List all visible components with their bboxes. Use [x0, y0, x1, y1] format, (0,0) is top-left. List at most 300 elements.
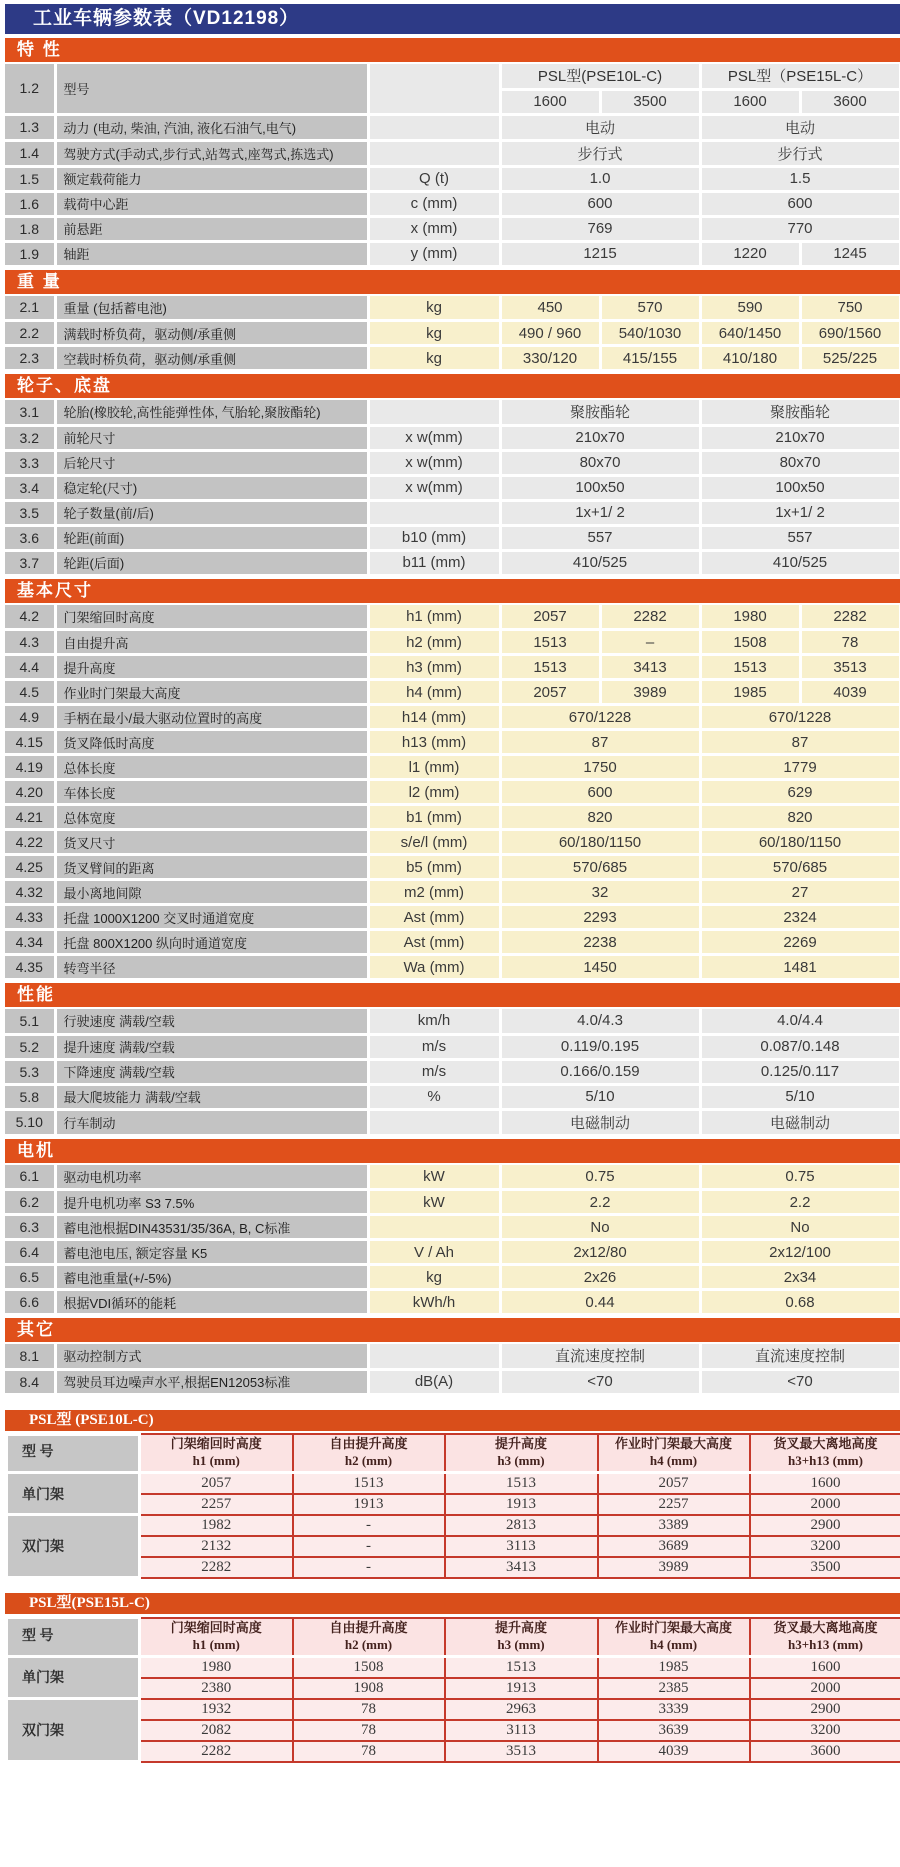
row-value: 2x12/100: [700, 1240, 900, 1265]
detail-value-cell: 2963: [445, 1699, 598, 1720]
row-value: 450: [500, 296, 600, 321]
model-name-cell: PSL型（PSE15L-C）: [700, 64, 900, 89]
row-value: 600: [500, 780, 700, 805]
row-value: 5/10: [700, 1084, 900, 1109]
spec-table: [5, 1009, 900, 1137]
detail-column-header-line2: h2 (mm): [344, 1452, 393, 1468]
table-row: [5, 830, 900, 855]
row-value: 3513: [800, 655, 900, 680]
row-value: 电动: [500, 114, 700, 140]
row-unit: kg: [368, 1265, 500, 1290]
table-row: [7, 1494, 900, 1515]
row-value: 1513: [500, 655, 600, 680]
row-number: 3.4: [5, 475, 55, 500]
row-label: 载荷中心距: [55, 191, 368, 216]
row-number: 4.35: [5, 955, 55, 980]
row-label: 蓄电池根据DIN43531/35/36A, B, C标准: [55, 1215, 368, 1240]
detail-column-header: [140, 1434, 293, 1472]
table-row: [5, 1369, 900, 1394]
row-label: 轴距: [55, 241, 368, 266]
table-row: [5, 346, 900, 371]
row-number: 4.21: [5, 805, 55, 830]
table-row: [7, 1656, 900, 1678]
table-row: [5, 1190, 900, 1215]
row-label: 提升高度: [55, 655, 368, 680]
detail-column-header-line1: 提升高度: [494, 1619, 547, 1635]
detail-value-cell: 2132: [140, 1536, 293, 1557]
row-number: 1.2: [5, 64, 55, 114]
row-value: 1215: [500, 241, 700, 266]
table-row: [5, 140, 900, 166]
detail-column-header-line2: h1 (mm): [192, 1636, 240, 1652]
row-unit: y (mm): [368, 241, 500, 266]
row-value: 1.5: [700, 166, 900, 191]
detail-value-cell: 1600: [750, 1472, 900, 1494]
row-unit: [368, 1215, 500, 1240]
row-value: 78: [800, 630, 900, 655]
detail-column-header: [293, 1434, 445, 1472]
table-row: [7, 1472, 900, 1494]
detail-column-header-line1: 作业时门架最大高度: [614, 1436, 732, 1451]
row-number: 3.7: [5, 550, 55, 575]
row-unit: [368, 64, 500, 114]
row-label: 下降速度 满载/空载: [55, 1059, 368, 1084]
row-label: 行车制动: [55, 1109, 368, 1135]
row-value: 600: [700, 191, 900, 216]
row-value: 步行式: [700, 140, 900, 166]
detail-value-cell: -: [293, 1536, 445, 1557]
row-label: 转弯半径: [55, 955, 368, 980]
row-number: 5.10: [5, 1109, 55, 1135]
detail-value-cell: 2257: [140, 1494, 293, 1515]
detail-value-cell: 3500: [750, 1557, 900, 1578]
row-number: 8.4: [5, 1369, 55, 1394]
table-row: [7, 1699, 900, 1720]
row-value: 1245: [800, 241, 900, 266]
table-row: [5, 605, 900, 630]
row-value: 0.44: [500, 1290, 700, 1315]
row-value: 5/10: [500, 1084, 700, 1109]
row-unit: c (mm): [368, 191, 500, 216]
detail-column-header: [598, 1434, 750, 1472]
detail-column-header-line2: h3+h13 (mm): [788, 1452, 863, 1468]
row-value: 820: [700, 805, 900, 830]
table-row: [5, 630, 900, 655]
section-band: 特 性: [5, 38, 900, 62]
table-row: [5, 1059, 900, 1084]
row-value: 557: [700, 525, 900, 550]
row-value: 1450: [500, 955, 700, 980]
detail-value-cell: 1913: [445, 1494, 598, 1515]
row-value: 1985: [700, 680, 800, 705]
row-value: 1750: [500, 755, 700, 780]
detail-value-cell: 1600: [750, 1656, 900, 1678]
row-label: 驱动电机功率: [55, 1165, 368, 1190]
mast-detail-tables: [5, 1410, 900, 1764]
table-row: [5, 321, 900, 346]
row-label: 额定载荷能力: [55, 166, 368, 191]
row-unit: [368, 1344, 500, 1369]
row-unit: x w(mm): [368, 425, 500, 450]
row-label: 轮距(后面): [55, 550, 368, 575]
row-value: 750: [800, 296, 900, 321]
detail-value-cell: 4039: [598, 1741, 750, 1762]
row-number: 6.1: [5, 1165, 55, 1190]
row-label: 提升速度 满载/空载: [55, 1034, 368, 1059]
section-band: 重 量: [5, 270, 900, 294]
row-label: 车体长度: [55, 780, 368, 805]
row-number: 6.5: [5, 1265, 55, 1290]
detail-value-cell: 3389: [598, 1515, 750, 1536]
parameter-sections: [5, 38, 900, 1396]
row-value: 0.75: [500, 1165, 700, 1190]
row-unit: kWh/h: [368, 1290, 500, 1315]
detail-value-cell: 1513: [445, 1656, 598, 1678]
detail-value-cell: 3600: [750, 1741, 900, 1762]
row-number: 1.4: [5, 140, 55, 166]
detail-value-cell: 3113: [445, 1536, 598, 1557]
row-unit: m/s: [368, 1059, 500, 1084]
detail-value-cell: 2057: [598, 1472, 750, 1494]
row-value: 27: [700, 880, 900, 905]
detail-value-cell: 2000: [750, 1678, 900, 1699]
row-unit: kg: [368, 346, 500, 371]
row-value: 2324: [700, 905, 900, 930]
row-number: 4.22: [5, 830, 55, 855]
row-unit: [368, 114, 500, 140]
detail-column-header: [598, 1618, 750, 1656]
spec-sheet: [5, 4, 900, 1763]
detail-value-cell: 3113: [445, 1720, 598, 1741]
table-row: [5, 855, 900, 880]
row-unit: l1 (mm): [368, 755, 500, 780]
row-value: 0.75: [700, 1165, 900, 1190]
detail-column-header-line2: h1 (mm): [192, 1452, 240, 1468]
row-number: 3.1: [5, 400, 55, 425]
row-number: 5.2: [5, 1034, 55, 1059]
row-value: 60/180/1150: [500, 830, 700, 855]
row-number: 4.4: [5, 655, 55, 680]
page-title: [5, 4, 900, 34]
detail-column-header-line1: 作业时门架最大高度: [614, 1619, 732, 1635]
row-value: 769: [500, 216, 700, 241]
table-row: [5, 1084, 900, 1109]
row-value: 2057: [500, 605, 600, 630]
detail-value-cell: 2813: [445, 1515, 598, 1536]
row-value: 0.087/0.148: [700, 1034, 900, 1059]
row-label: 稳定轮(尺寸): [55, 475, 368, 500]
table-row: [7, 1557, 900, 1578]
table-row: [5, 780, 900, 805]
row-number: 8.1: [5, 1344, 55, 1369]
detail-header-row: [7, 1618, 900, 1656]
model-name-cell: PSL型(PSE10L-C): [500, 64, 700, 89]
row-value: 3413: [600, 655, 700, 680]
row-number: 2.2: [5, 321, 55, 346]
row-label: 根据VDI循环的能耗: [55, 1290, 368, 1315]
detail-table-block: [5, 1593, 900, 1763]
row-value: 690/1560: [800, 321, 900, 346]
variant-capacity-cell: 3600: [800, 89, 900, 114]
detail-value-cell: 78: [293, 1720, 445, 1741]
row-unit: %: [368, 1084, 500, 1109]
row-number: 1.9: [5, 241, 55, 266]
row-number: 1.8: [5, 216, 55, 241]
row-unit: x w(mm): [368, 450, 500, 475]
page-title-text: 工业车辆参数表（VD12198）: [33, 8, 300, 29]
table-row: [5, 450, 900, 475]
row-number: 3.2: [5, 425, 55, 450]
detail-value-cell: 3689: [598, 1536, 750, 1557]
detail-value-cell: 78: [293, 1699, 445, 1720]
row-value: 570: [600, 296, 700, 321]
row-label: 前悬距: [55, 216, 368, 241]
row-value: 770: [700, 216, 900, 241]
row-unit: Wa (mm): [368, 955, 500, 980]
row-value: 1x+1/ 2: [700, 500, 900, 525]
row-number: 4.2: [5, 605, 55, 630]
row-value: 410/180: [700, 346, 800, 371]
row-value: 410/525: [700, 550, 900, 575]
detail-value-cell: 78: [293, 1741, 445, 1762]
row-unit: h4 (mm): [368, 680, 500, 705]
row-value: 2238: [500, 930, 700, 955]
table-row: [5, 805, 900, 830]
spec-table: [5, 64, 900, 268]
row-value: No: [700, 1215, 900, 1240]
table-row: [5, 1215, 900, 1240]
detail-value-cell: 2282: [140, 1741, 293, 1762]
row-unit: V / Ah: [368, 1240, 500, 1265]
row-value: 0.166/0.159: [500, 1059, 700, 1084]
row-number: 4.9: [5, 705, 55, 730]
row-unit: h3 (mm): [368, 655, 500, 680]
detail-value-cell: 2380: [140, 1678, 293, 1699]
detail-corner-cell: 型 号: [7, 1618, 140, 1656]
row-value: 电磁制动: [500, 1109, 700, 1135]
row-label: 托盘 800X1200 纵向时通道宽度: [55, 930, 368, 955]
row-value: 2282: [600, 605, 700, 630]
detail-value-cell: 1985: [598, 1656, 750, 1678]
detail-column-header: [445, 1618, 598, 1656]
detail-column-header: [750, 1434, 900, 1472]
table-row: [5, 1109, 900, 1135]
table-row: [5, 216, 900, 241]
detail-value-cell: 3200: [750, 1720, 900, 1741]
row-unit: Q (t): [368, 166, 500, 191]
row-label: 轮胎(橡胶轮,高性能弹性体, 气胎轮,聚胺酯轮): [55, 400, 368, 425]
section-band: 电机: [5, 1139, 900, 1163]
row-value: 820: [500, 805, 700, 830]
detail-value-cell: 1513: [445, 1472, 598, 1494]
row-value: 1513: [500, 630, 600, 655]
row-number: 4.5: [5, 680, 55, 705]
row-label: 行驶速度 满载/空载: [55, 1009, 368, 1034]
table-row: [7, 1678, 900, 1699]
row-label: 最大爬坡能力 满载/空载: [55, 1084, 368, 1109]
row-unit: b11 (mm): [368, 550, 500, 575]
row-label: 轮距(前面): [55, 525, 368, 550]
row-value: 32: [500, 880, 700, 905]
row-value: 330/120: [500, 346, 600, 371]
row-value: 525/225: [800, 346, 900, 371]
row-value: 聚胺酯轮: [700, 400, 900, 425]
row-value: 570/685: [700, 855, 900, 880]
row-label: 货叉降低时高度: [55, 730, 368, 755]
row-value: 80x70: [700, 450, 900, 475]
row-unit: [368, 140, 500, 166]
spec-table: [5, 605, 900, 982]
table-row: [5, 241, 900, 266]
table-row: [5, 1009, 900, 1034]
detail-value-cell: 2385: [598, 1678, 750, 1699]
row-value: 直流速度控制: [700, 1344, 900, 1369]
table-row: [5, 166, 900, 191]
row-value: 640/1450: [700, 321, 800, 346]
row-value: No: [500, 1215, 700, 1240]
detail-value-cell: 3639: [598, 1720, 750, 1741]
detail-value-cell: 1913: [445, 1678, 598, 1699]
table-row: [5, 1240, 900, 1265]
table-row: [5, 905, 900, 930]
mast-type-cell: 双门架: [7, 1699, 140, 1762]
detail-value-cell: 2082: [140, 1720, 293, 1741]
row-value: 2.2: [700, 1190, 900, 1215]
row-unit: m2 (mm): [368, 880, 500, 905]
detail-table-title: PSL型(PSE15L-C): [5, 1593, 900, 1614]
row-value: 410/525: [500, 550, 700, 575]
row-number: 4.3: [5, 630, 55, 655]
row-number: 3.6: [5, 525, 55, 550]
row-unit: h2 (mm): [368, 630, 500, 655]
row-value: 600: [500, 191, 700, 216]
detail-column-header-line2: h2 (mm): [344, 1636, 393, 1652]
detail-column-header-line1: 自由提升高度: [329, 1436, 408, 1451]
table-row: [5, 550, 900, 575]
detail-value-cell: 2282: [140, 1557, 293, 1578]
row-value: 2282: [800, 605, 900, 630]
row-value: 210x70: [500, 425, 700, 450]
row-value: 540/1030: [600, 321, 700, 346]
table-row: [5, 191, 900, 216]
row-value: 629: [700, 780, 900, 805]
table-row: [7, 1515, 900, 1536]
row-number: 5.1: [5, 1009, 55, 1034]
spec-table: [5, 296, 900, 373]
detail-value-cell: 3989: [598, 1557, 750, 1578]
row-number: 6.6: [5, 1290, 55, 1315]
detail-value-cell: 1932: [140, 1699, 293, 1720]
row-unit: kW: [368, 1190, 500, 1215]
detail-corner-cell: 型 号: [7, 1434, 140, 1472]
row-value: 415/155: [600, 346, 700, 371]
detail-value-cell: 1513: [293, 1472, 445, 1494]
detail-value-cell: 3513: [445, 1741, 598, 1762]
row-unit: h14 (mm): [368, 705, 500, 730]
row-unit: b1 (mm): [368, 805, 500, 830]
spec-table: [5, 1165, 900, 1317]
row-unit: kW: [368, 1165, 500, 1190]
detail-header-row: [7, 1434, 900, 1472]
row-unit: l2 (mm): [368, 780, 500, 805]
section-band: 轮子、底盘: [5, 374, 900, 398]
table-row: [5, 730, 900, 755]
row-label: 蓄电池重量(+/-5%): [55, 1265, 368, 1290]
table-row: [5, 1344, 900, 1369]
detail-value-cell: 2257: [598, 1494, 750, 1515]
row-number: 2.3: [5, 346, 55, 371]
row-value: 1779: [700, 755, 900, 780]
table-row: [5, 705, 900, 730]
row-unit: [368, 500, 500, 525]
row-label: 动力 (电动, 柴油, 汽油, 液化石油气,电气): [55, 114, 368, 140]
section-band: 性能: [5, 983, 900, 1007]
table-row: [7, 1741, 900, 1762]
table-row: [7, 1536, 900, 1557]
detail-table-block: [5, 1410, 900, 1580]
row-label: 手柄在最小/最大驱动位置时的高度: [55, 705, 368, 730]
row-label: 门架缩回时高度: [55, 605, 368, 630]
row-value: 电磁制动: [700, 1109, 900, 1135]
mast-type-cell: 双门架: [7, 1515, 140, 1578]
row-unit: h1 (mm): [368, 605, 500, 630]
row-value: 4.0/4.3: [500, 1009, 700, 1034]
row-label: 蓄电池电压, 额定容量 K5: [55, 1240, 368, 1265]
detail-column-header-line2: h3 (mm): [497, 1452, 545, 1468]
row-value: 4.0/4.4: [700, 1009, 900, 1034]
detail-value-cell: 1508: [293, 1656, 445, 1678]
section-band: 其它: [5, 1318, 900, 1342]
detail-table: [5, 1433, 900, 1580]
table-row: [5, 680, 900, 705]
row-number: 6.4: [5, 1240, 55, 1265]
mast-type-cell: 单门架: [7, 1656, 140, 1699]
row-label: 驾驶员耳边噪声水平,根据EN12053标准: [55, 1369, 368, 1394]
row-value: 2x34: [700, 1265, 900, 1290]
table-row: [5, 114, 900, 140]
row-number: 1.5: [5, 166, 55, 191]
row-value: 80x70: [500, 450, 700, 475]
row-value: 1.0: [500, 166, 700, 191]
table-row: [5, 475, 900, 500]
detail-table-title: PSL型 (PSE10L-C): [5, 1410, 900, 1431]
table-row: [5, 930, 900, 955]
table-row: [5, 500, 900, 525]
table-row: [5, 400, 900, 425]
detail-value-cell: 2000: [750, 1494, 900, 1515]
detail-column-header-line1: 门架缩回时高度: [170, 1436, 262, 1451]
row-number: 4.20: [5, 780, 55, 805]
row-number: 6.3: [5, 1215, 55, 1240]
row-unit: b10 (mm): [368, 525, 500, 550]
detail-column-header-line1: 货叉最大离地高度: [773, 1619, 878, 1635]
detail-value-cell: 1980: [140, 1656, 293, 1678]
detail-column-header: [140, 1618, 293, 1656]
row-number: 4.25: [5, 855, 55, 880]
table-row: [5, 880, 900, 905]
row-unit: m/s: [368, 1034, 500, 1059]
table-row: [5, 296, 900, 321]
row-label: 轮子数量(前/后): [55, 500, 368, 525]
row-value: 670/1228: [700, 705, 900, 730]
row-unit: kg: [368, 321, 500, 346]
row-unit: b5 (mm): [368, 855, 500, 880]
row-number: 4.34: [5, 930, 55, 955]
row-value: 0.68: [700, 1290, 900, 1315]
detail-table: [5, 1616, 900, 1763]
row-value: 2293: [500, 905, 700, 930]
row-value: 2.2: [500, 1190, 700, 1215]
